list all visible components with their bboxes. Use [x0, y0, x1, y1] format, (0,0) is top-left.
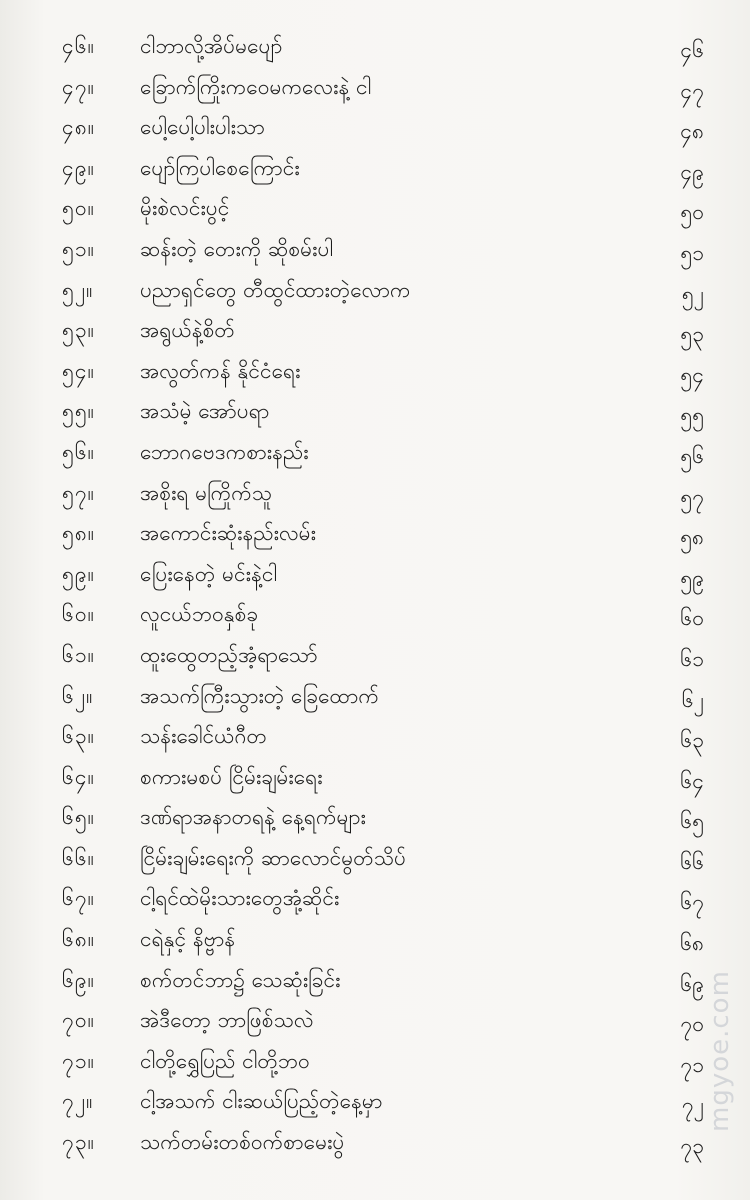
entry-number: ၆၁။	[62, 642, 95, 667]
entry-number: ၅၂။	[62, 277, 94, 302]
toc-entry	[0, 1041, 750, 1082]
entry-title: အဲဒီတော့ ဘာဖြစ်သလဲ	[140, 1008, 314, 1033]
entry-number: ၆၅။	[62, 805, 95, 830]
toc-entry	[0, 635, 750, 676]
entry-page-number: ၇၂	[681, 1093, 704, 1118]
entry-title: မိုးစဲလင်းပွင့်	[140, 196, 230, 221]
toc-entry	[0, 67, 750, 108]
entry-page-number: ၆၃	[680, 728, 704, 753]
entry-page-number: ၅၂	[681, 281, 704, 306]
toc-entry	[0, 391, 750, 432]
toc-entry	[0, 270, 750, 311]
toc-entry	[0, 1122, 750, 1163]
toc-entry	[0, 960, 750, 1001]
entry-title: အစိုးရ မကြိုက်သူ	[140, 480, 273, 505]
entry-page-number: ၇၃	[680, 1134, 704, 1159]
toc-entry	[0, 878, 750, 919]
entry-title: ငါ့ရင်ထဲမိုးသားတွေအုံ့ဆိုင်း	[140, 886, 340, 911]
entry-title: အရွယ်နဲ့စိတ်	[140, 318, 235, 343]
entry-title: သန်းခေါင်ယံဂီတ	[140, 724, 268, 749]
entry-page-number: ၆၀	[680, 606, 704, 631]
toc-entry	[0, 676, 750, 717]
entry-number: ၆၀။	[62, 602, 95, 627]
toc-entry	[0, 716, 750, 757]
entry-number: ၅၀။	[62, 196, 95, 221]
entry-number: ၆၂။	[62, 683, 94, 708]
entry-number: ၅၅။	[62, 399, 95, 424]
entry-title: ငြိမ်းချမ်းရေးကို ဆာလောင်မွတ်သိပ်	[140, 845, 407, 870]
entry-page-number: ၆၉	[680, 971, 704, 996]
entry-title: ထူးထွေတည့်အံ့ရာသော်	[140, 642, 318, 667]
entry-title: ငါဘာလို့အိပ်မပျော်	[140, 34, 283, 58]
toc-entry	[0, 148, 750, 189]
entry-number: ၅၁။	[62, 236, 95, 261]
entry-number: ၇၁။	[62, 1048, 95, 1073]
toc-entry	[0, 229, 750, 270]
entry-page-number: ၅၄	[680, 362, 704, 387]
entry-title: ဆန်းတဲ့ တေးကို ဆိုစမ်းပါ	[140, 236, 334, 261]
entry-title: ငရဲနှင့် နိဗ္ဗာန်	[140, 927, 236, 952]
entry-title: စက်တင်ဘာ၌ သေဆုံးခြင်း	[140, 967, 341, 992]
toc-entry	[0, 351, 750, 392]
entry-number: ၅၉။	[62, 561, 95, 586]
toc-entry	[0, 107, 750, 148]
entry-title: လူငယ်ဘဝနှစ်ခု	[140, 602, 259, 627]
toc-entry	[0, 919, 750, 960]
entry-page-number: ၇၀	[680, 1012, 704, 1037]
entry-number: ၇၃။	[62, 1130, 95, 1155]
entry-page-number: ၄၉	[680, 159, 704, 184]
toc-entry	[0, 473, 750, 514]
entry-page-number: ၆၅	[680, 809, 704, 834]
toc-entry	[0, 757, 750, 798]
entry-number: ၆၆။	[62, 845, 95, 870]
entry-page-number: ၅၉	[680, 565, 704, 590]
entry-title: ပျော်ကြပါစေကြောင်း	[140, 155, 300, 180]
entry-title: အသက်ကြီးသွားတဲ့ ခြေထောက်	[140, 683, 379, 708]
entry-number: ၅၆။	[62, 439, 95, 464]
entry-number: ၅၇။	[62, 480, 95, 505]
entry-number: ၆၃။	[62, 724, 95, 749]
entry-page-number: ၅၃	[680, 322, 704, 347]
entry-number: ၅၃။	[62, 318, 95, 343]
entry-title: ငါ့အသက် ငါးဆယ်ပြည့်တဲ့နေ့မှာ	[140, 1089, 383, 1114]
toc-entry	[0, 1000, 750, 1041]
entry-title: ပြေးနေတဲ့ မင်းနဲ့ငါ	[140, 561, 278, 586]
toc-entry	[0, 797, 750, 838]
entry-title: ပညာရှင်တွေ တီထွင်ထားတဲ့လောက	[140, 277, 411, 302]
entry-title: အကောင်းဆုံးနည်းလမ်း	[140, 521, 316, 546]
entry-number: ၄၆။	[62, 34, 95, 58]
entry-page-number: ၆၈	[680, 931, 704, 956]
toc-entry	[0, 188, 750, 229]
entry-page-number: ၅၈	[680, 525, 704, 550]
entry-number: ၄၈။	[62, 115, 96, 140]
entry-number: ၆၄။	[62, 764, 95, 789]
toc-entry	[0, 1081, 750, 1122]
entry-title: အသံမဲ့ အော်ပရာ	[140, 399, 270, 424]
entry-number: ၄၇။	[62, 74, 95, 99]
entry-page-number: ၇၁	[680, 1052, 704, 1077]
entry-number: ၆၇။	[62, 886, 95, 911]
entry-page-number: ၆၄	[680, 768, 704, 793]
entry-title: ဒဏ်ရာအနာတရနဲ့ နေ့ရက်များ	[140, 805, 366, 830]
watermark: mgyoe.com	[705, 970, 735, 1132]
toc-entry	[0, 554, 750, 595]
toc-entry	[0, 513, 750, 554]
entry-title: အလွတ်ကန် နိုင်ငံရေး	[140, 358, 301, 383]
entry-title: ပေါ့ပေါ့ပါးပါးသာ	[140, 115, 265, 140]
entry-title: ငါတို့ရွှေပြည် ငါတို့ဘဝ	[140, 1048, 310, 1073]
entry-number: ၇၀။	[62, 1008, 95, 1033]
entry-number: ၅၈။	[62, 521, 96, 546]
entry-page-number: ၅၅	[680, 403, 704, 428]
entry-page-number: ၆၇	[680, 890, 704, 915]
toc-entry	[0, 432, 750, 473]
entry-page-number: ၆၁	[680, 646, 704, 671]
entry-number: ၆၈။	[62, 927, 96, 952]
entry-page-number: ၄၇	[680, 78, 704, 103]
toc-entry	[0, 26, 750, 67]
entry-page-number: ၅၇	[680, 484, 704, 509]
entry-number: ၄၉။	[62, 155, 95, 180]
entry-page-number: ၆၆	[680, 849, 704, 874]
toc-entry	[0, 838, 750, 879]
entry-title: စကားမစပ် ငြိမ်းချမ်းရေး	[140, 764, 323, 789]
entry-page-number: ၅၀	[680, 200, 704, 225]
toc-entry	[0, 594, 750, 635]
entry-page-number: ၄၆	[680, 38, 704, 62]
toc-entry	[0, 310, 750, 351]
entry-number: ၅၄။	[62, 358, 95, 383]
entry-page-number: ၆၂	[681, 687, 704, 712]
table-of-contents	[0, 26, 750, 1163]
entry-page-number: ၄၈	[680, 119, 704, 144]
entry-page-number: ၅၆	[680, 443, 704, 468]
entry-number: ၆၉။	[62, 967, 95, 992]
entry-number: ၇၂။	[62, 1089, 94, 1114]
entry-title: သက်တမ်းတစ်ဝက်စာမေးပွဲ	[140, 1130, 345, 1155]
entry-page-number: ၅၁	[680, 240, 704, 265]
entry-title: ဘောဂဗေဒကစားနည်း	[140, 439, 309, 464]
entry-title: ခြောက်ကြိုးကဝေမကလေးနဲ့ ငါ	[140, 74, 372, 99]
